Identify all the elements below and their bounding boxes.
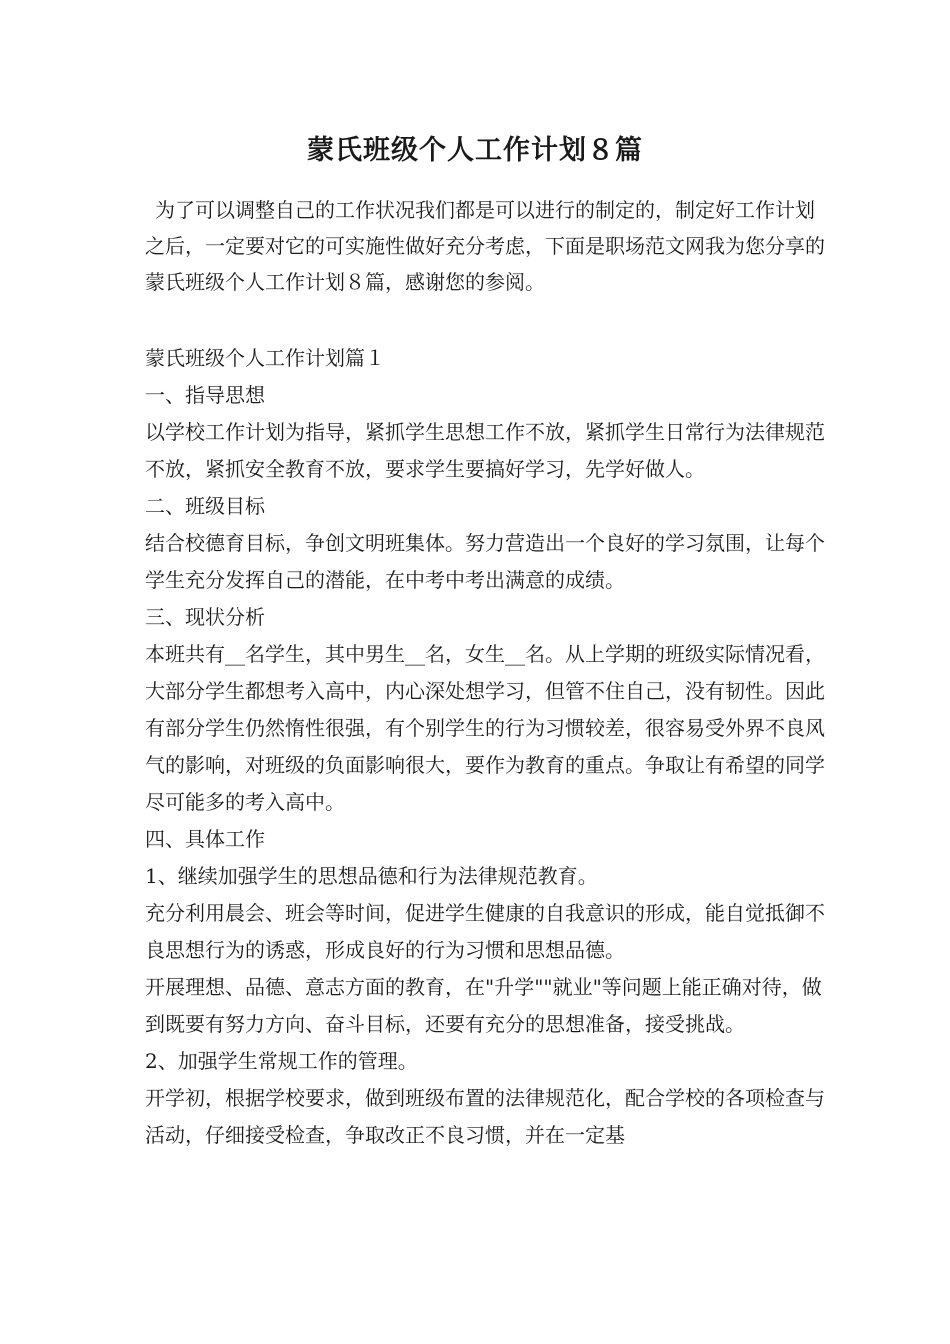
body-paragraph: 结合校德育目标，争创文明班集体。努力营造出一个良好的学习氛围，让每个学生充分发挥自己的潜能，在中考中考出满意的成绩。 [145,531,825,592]
subheading: 四、具体工作 [145,827,265,851]
subheading: 二、班级目标 [145,494,265,518]
body-paragraph: 开学初，根据学校要求，做到班级布置的法律规范化，配合学校的各项检查与活动，仔细接受检查，争取改正不良习惯，并在一定基 [145,1086,825,1147]
subheading: 一、指导思想 [145,383,265,407]
section-heading: 蒙氏班级个人工作计划篇１ [145,346,385,370]
intro-paragraph: 为了可以调整自己的工作状况我们都是可以进行的制定的，制定好工作计划之后，一定要对它的可实施性做好充分考虑，下面是职场范文网我为您分享的蒙氏班级个人工作计划８篇，感谢您的参阅。 [145,198,825,294]
body-paragraph: 本班共有__名学生，其中男生__名，女生__名。从上学期的班级实际情况看，大部分学生都想考入高中，内心深处想学习，但管不住自己，没有韧性。因此有部分学生仍然惰性很强，有个别学生的行为习惯较差，很容易受外界不良风气的影响，对班级的负面影响很大，要作为教育的重点。争取让有希望的同学尽可能多的考入高中。 [145,642,825,814]
document-title: 蒙氏班级个人工作计划８篇 [307,135,643,166]
list-item: 2、加强学生常规工作的管理。 [145,1049,418,1073]
list-item: 1、继续加强学生的思想品德和行为法律规范教育。 [145,864,598,888]
body-paragraph: 开展理想、品德、意志方面的教育，在"升学""就业"等问题上能正确对待，做到既要有努力方向、奋斗目标，还要有充分的思想准备，接受挑战。 [145,975,822,1036]
body-paragraph: 以学校工作计划为指导，紧抓学生思想工作不放，紧抓学生日常行为法律规范不放，紧抓安全教育不放，要求学生要搞好学习，先学好做人。 [145,420,825,481]
body-paragraph: 充分利用晨会、班会等时间，促进学生健康的自我意识的形成，能自觉抵御不良思想行为的诱惑，形成良好的行为习惯和思想品德。 [145,901,825,962]
document-body [145,340,825,1154]
subheading: 三、现状分析 [145,605,265,629]
